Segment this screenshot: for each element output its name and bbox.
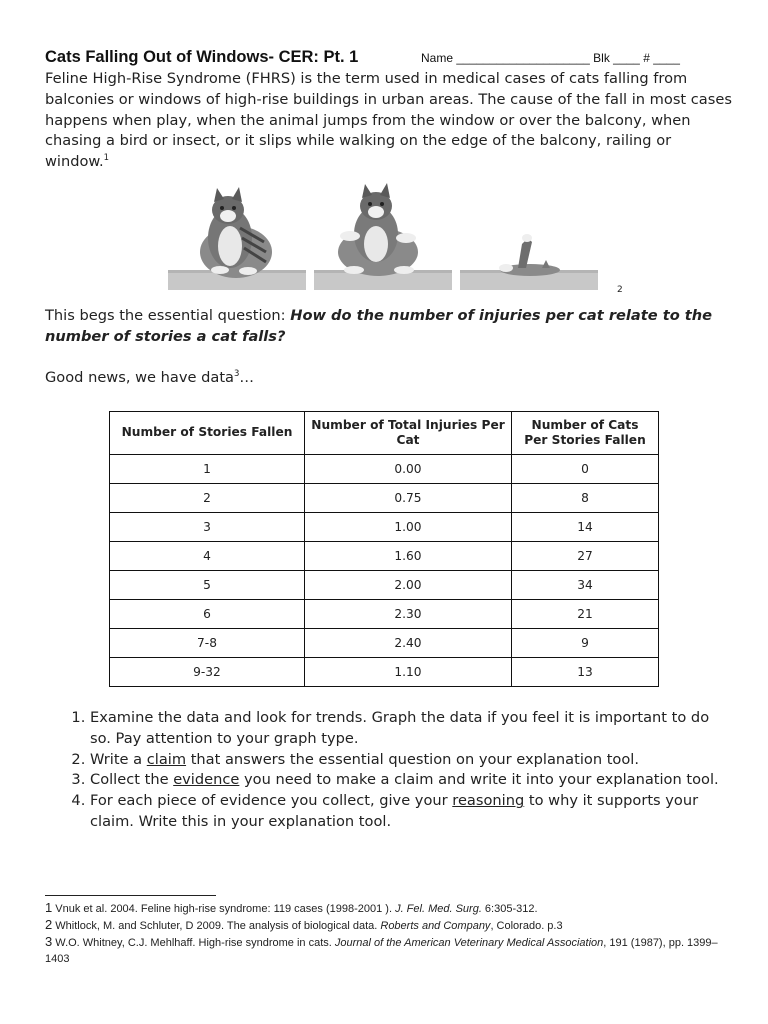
table-row — [110, 658, 659, 687]
intro-paragraph — [45, 69, 735, 173]
worksheet-title: Cats Falling Out of Windows- CER: Pt. 1 — [45, 48, 359, 66]
cell-injuries: 1.60 — [305, 542, 512, 571]
task-text: Write a — [90, 750, 147, 768]
header-total-injuries: Number of Total Injuries Per Cat — [305, 412, 512, 455]
footnote-1 — [45, 900, 735, 917]
task-list — [45, 708, 725, 833]
good-news-text: Good news, we have data — [45, 369, 234, 386]
footnote-text: , 191 (1987), pp. 1399–1403 — [45, 937, 718, 965]
name-blank-field[interactable]: Name ____________________ Blk ____ # ____ — [421, 51, 680, 65]
cell-stories: 3 — [110, 513, 305, 542]
good-news-trail: … — [239, 369, 255, 386]
footnote-number: 3 — [45, 934, 53, 949]
task-text: to why it supports your claim. Write this in your explanation tool. — [90, 792, 699, 830]
cell-cats: 9 — [512, 629, 659, 658]
table-row — [110, 513, 659, 542]
task-keyword-reasoning: reasoning — [452, 792, 525, 810]
task-text: For each piece of evidence you collect, give your — [90, 792, 453, 810]
footnote-text: Whitlock, M. and Schluter, D 2009. The analysis of biological data. — [52, 920, 381, 932]
footnotes — [45, 900, 735, 967]
header-stories-fallen: Number of Stories Fallen — [110, 412, 305, 455]
footnote-2 — [45, 917, 735, 934]
good-news-line — [45, 369, 254, 386]
cell-stories: 9-32 — [110, 658, 305, 687]
cell-injuries: 0.00 — [305, 455, 512, 484]
cat-leaning-back-photo — [314, 172, 452, 290]
cell-injuries: 0.75 — [305, 484, 512, 513]
task-keyword-evidence: evidence — [173, 771, 240, 789]
cell-cats: 21 — [512, 600, 659, 629]
cat-fallen-paw-up-photo — [460, 172, 598, 290]
header-number-of-cats: Number of Cats Per Stories Fallen — [512, 412, 659, 455]
cell-cats: 34 — [512, 571, 659, 600]
falling-cat-photo-strip — [168, 172, 600, 292]
cell-injuries: 1.00 — [305, 513, 512, 542]
footnote-text: W.O. Whitney, C.J. Mehlhaff. High-rise syndrome in cats. — [52, 937, 335, 949]
table-row — [110, 542, 659, 571]
footnote-number: 1 — [45, 900, 53, 915]
task-text: you need to make a claim and write it into your explanation tool. — [239, 771, 719, 789]
task-item-reasoning — [90, 791, 725, 833]
task-keyword-claim: claim — [146, 750, 187, 768]
cell-injuries: 1.10 — [305, 658, 512, 687]
footnote-number: 2 — [45, 917, 53, 932]
footnote-journal: Journal of the American Veterinary Medical Association — [334, 937, 604, 949]
task-item-evidence — [90, 770, 725, 791]
cell-stories: 5 — [110, 571, 305, 600]
footnote-ref-1: 1 — [103, 153, 110, 164]
question-text: How do the number of injuries per cat relate to the number of stories a cat falls? — [45, 307, 713, 345]
cell-stories: 4 — [110, 542, 305, 571]
cell-cats: 0 — [512, 455, 659, 484]
task-text: Examine the data and look for trends. Graph the data if you feel it is important to do so. Pay attention to your graph type. — [90, 709, 710, 747]
cell-stories: 7-8 — [110, 629, 305, 658]
table-header-row — [110, 412, 659, 455]
footnote-3 — [45, 934, 735, 967]
footnote-divider — [45, 895, 216, 896]
cell-cats: 14 — [512, 513, 659, 542]
intro-text: Feline High-Rise Syndrome (FHRS) is the term used in medical cases of cats falling from balconies or windows of high-rise buildings in urban areas. The cause of the fall in most cases happens when play, when the animal jumps from the window or over the balcony, when chasing a bird or insect, or it slips while walking on the edge of the balcony, railing or window. — [45, 70, 732, 171]
footnote-text: 6:305-312. — [481, 903, 538, 915]
cell-stories: 1 — [110, 455, 305, 484]
table-row — [110, 600, 659, 629]
table-row — [110, 629, 659, 658]
table-row — [110, 571, 659, 600]
task-text: that answers the essential question on your explanation tool. — [186, 750, 639, 768]
cat-sitting-photo — [168, 172, 306, 290]
cell-cats: 27 — [512, 542, 659, 571]
footnote-publisher: Roberts and Company — [380, 920, 491, 932]
figure-footnote-ref: 2 — [617, 285, 623, 295]
injury-data-table — [109, 411, 659, 687]
table-row — [110, 484, 659, 513]
worksheet-header — [45, 48, 735, 70]
cell-stories: 6 — [110, 600, 305, 629]
footnote-text: Vnuk et al. 2004. Feline high-rise syndrome: 119 cases (1998-2001 ). — [52, 903, 396, 915]
table-row — [110, 455, 659, 484]
cell-injuries: 2.00 — [305, 571, 512, 600]
task-item-examine — [90, 708, 725, 750]
cell-cats: 8 — [512, 484, 659, 513]
footnote-ref-3: 3 — [234, 369, 240, 379]
cell-stories: 2 — [110, 484, 305, 513]
task-item-claim — [90, 750, 725, 771]
cell-injuries: 2.30 — [305, 600, 512, 629]
task-text: Collect the — [90, 771, 174, 789]
question-lead: This begs the essential question: — [45, 307, 291, 324]
essential-question — [45, 305, 735, 347]
cell-injuries: 2.40 — [305, 629, 512, 658]
footnote-journal: J. Fel. Med. Surg. — [395, 903, 482, 915]
footnote-text: , Colorado. p.3 — [490, 920, 563, 932]
cell-cats: 13 — [512, 658, 659, 687]
